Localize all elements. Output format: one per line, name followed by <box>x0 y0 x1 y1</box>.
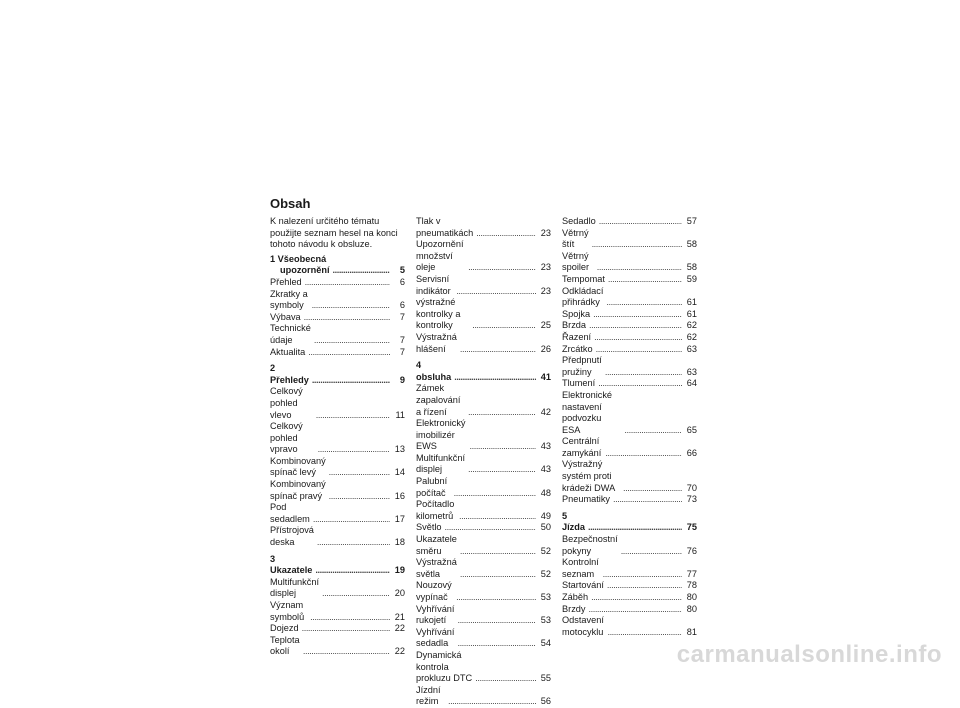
toc-page-number: 61 <box>686 308 697 319</box>
toc-entry-title: 2 Přehledy <box>270 363 309 385</box>
toc-page-number: 48 <box>540 487 551 498</box>
toc-page-number: 55 <box>540 673 551 684</box>
toc-entry[interactable] <box>562 378 697 390</box>
toc-leader-dots <box>589 604 683 616</box>
toc-page-number: 17 <box>394 513 405 524</box>
toc-entry-title: Vyhřívání sedadla <box>416 626 455 649</box>
toc-entry-title: výstražné kontrolky a kontrolky <box>416 297 461 331</box>
toc-page-number: 23 <box>540 227 551 238</box>
toc-page-number: 43 <box>540 441 551 452</box>
toc-entry-title: Pod sedadlem <box>270 502 310 524</box>
toc-leader-dots <box>460 546 536 558</box>
toc-entry[interactable] <box>562 309 697 321</box>
toc-page-number: 9 <box>399 374 405 385</box>
toc-leader-dots <box>596 344 682 356</box>
toc-page-number: 43 <box>540 464 551 475</box>
toc-page-number: 58 <box>686 262 697 273</box>
toc-page-number: 66 <box>686 447 697 458</box>
toc-entry[interactable] <box>562 615 697 638</box>
toc-leader-dots <box>308 347 390 359</box>
toc-entry[interactable] <box>562 557 697 580</box>
toc-leader-dots <box>322 588 390 600</box>
toc-entry[interactable] <box>416 216 551 239</box>
toc-page-number: 18 <box>394 537 405 548</box>
toc-leader-dots <box>448 696 536 708</box>
toc-page-number: 22 <box>394 646 405 657</box>
toc-page-number: 58 <box>686 239 697 250</box>
toc-page-number: 20 <box>394 588 405 599</box>
toc-leader-dots <box>588 522 682 534</box>
toc-entry[interactable] <box>416 685 551 708</box>
toc-page-number: 25 <box>540 320 551 331</box>
toc-leader-dots <box>316 410 390 422</box>
toc-leader-dots <box>591 592 682 604</box>
toc-leader-dots <box>454 372 536 384</box>
toc-leader-dots <box>303 646 390 658</box>
toc-entry[interactable] <box>562 436 697 459</box>
toc-page-number: 6 <box>399 276 405 287</box>
toc-entry[interactable] <box>562 592 697 604</box>
toc-page-number: 26 <box>540 343 551 354</box>
toc-leader-dots <box>607 580 682 592</box>
toc-leader-dots <box>445 522 536 534</box>
toc-page-number: 62 <box>686 331 697 342</box>
toc-page-number: 81 <box>686 626 697 637</box>
toc-entry-title: Větrný štít <box>562 227 589 250</box>
toc-entry-title: Záběh <box>562 592 589 602</box>
toc-page-number: 50 <box>540 522 551 533</box>
toc-page-number: 57 <box>686 216 697 226</box>
toc-entry[interactable] <box>270 635 405 658</box>
watermark: carmanualsonline.info <box>676 641 942 668</box>
toc-leader-dots <box>456 592 536 604</box>
toc-entry-title: 4 obsluha <box>416 360 452 382</box>
toc-leader-dots <box>317 537 390 549</box>
toc-entry-title: Ukazatele směru <box>416 534 457 556</box>
intro-text: K nalezení určitého tématu použijte seznam hesel na konci tohoto návodu k obsluze. <box>270 216 398 250</box>
toc-entry-title: Teplota okolí <box>270 634 300 657</box>
toc-entry[interactable] <box>416 274 551 297</box>
toc-leader-dots <box>603 569 682 581</box>
toc-leader-dots <box>608 274 682 286</box>
toc-entry[interactable] <box>270 386 405 421</box>
toc-page-number: 52 <box>540 545 551 556</box>
toc-entry-title: Upozornění množství oleje <box>416 239 464 273</box>
toc-section-heading[interactable] <box>270 254 405 277</box>
toc-leader-dots <box>623 483 682 495</box>
toc-section-heading[interactable] <box>416 360 551 383</box>
toc-entry-title: Nouzový vypínač <box>416 580 452 602</box>
toc-entry-title: Elektronický imobilizér EWS <box>416 418 466 452</box>
toc-page-number: 54 <box>540 638 551 649</box>
toc-entry-title: Centrální zamykání <box>562 436 602 458</box>
toc-leader-dots <box>606 297 682 309</box>
toc-page-number: 53 <box>540 615 551 626</box>
toc-page-number: 16 <box>394 490 405 501</box>
toc-leader-dots <box>468 464 536 476</box>
toc-entry-title: Tlak v pneumatikách <box>416 216 474 238</box>
toc-entry-title: Startování <box>562 580 604 591</box>
toc-leader-dots <box>302 623 390 635</box>
toc-leader-dots <box>454 488 536 500</box>
toc-leader-dots <box>470 441 536 453</box>
toc-entry[interactable] <box>270 525 405 548</box>
toc-entry-title: Větrný spoiler <box>562 250 590 273</box>
toc-entry-title: Význam symbolů <box>270 600 305 622</box>
toc-page-number: 7 <box>399 346 405 357</box>
toc-entry-title: Kombinovaný spínač pravý <box>270 479 326 501</box>
toc-entry[interactable] <box>562 355 697 378</box>
toc-page-number: 11 <box>395 409 405 420</box>
toc-page-number: 80 <box>686 603 697 614</box>
toc-entry[interactable] <box>416 580 551 603</box>
toc-entry-title: Výbava <box>270 311 301 322</box>
toc-entry-title: Palubní počítač <box>416 476 448 498</box>
toc-entry-title: Multifunkční displej <box>270 576 320 599</box>
toc-entry-title: Odstavení motocyklu <box>562 615 604 637</box>
toc-page-number: 65 <box>686 424 697 435</box>
toc-entry-title: Pneumatiky <box>562 494 611 505</box>
toc-entry-title: Elektronické nastavení podvozku ESA <box>562 389 613 435</box>
toc-leader-dots <box>310 612 390 624</box>
toc-entry-title: Brzdy <box>562 603 586 614</box>
toc-entry-title: Zkratky a symboly <box>270 288 308 311</box>
toc-leader-dots <box>597 262 682 274</box>
toc-entry[interactable] <box>270 312 405 324</box>
toc-entry[interactable] <box>562 459 697 494</box>
toc-section-heading[interactable] <box>270 363 405 386</box>
toc-entry-title: Přehled <box>270 276 302 287</box>
toc-entry[interactable] <box>562 604 697 616</box>
toc-leader-dots <box>313 514 390 526</box>
toc-leader-dots <box>624 425 682 437</box>
toc-leader-dots <box>593 309 682 321</box>
toc-entry[interactable] <box>416 522 551 534</box>
toc-entry[interactable] <box>562 494 697 506</box>
toc-entry-title: 3 Ukazatele <box>270 553 313 576</box>
toc-entry[interactable] <box>416 418 551 453</box>
toc-leader-dots <box>329 467 390 479</box>
toc-entry[interactable] <box>562 580 697 592</box>
toc-entry[interactable] <box>270 479 405 502</box>
toc-page-number: 63 <box>686 366 697 377</box>
toc-entry[interactable] <box>270 502 405 525</box>
toc-page-number: 52 <box>540 568 551 579</box>
toc-page-number: 78 <box>686 580 697 591</box>
toc-page-number: 59 <box>686 273 697 284</box>
toc-leader-dots <box>456 286 536 298</box>
toc-page-number: 23 <box>540 285 551 296</box>
toc-entry[interactable] <box>416 534 551 557</box>
toc-page-number: 70 <box>686 482 697 493</box>
toc-section-heading[interactable] <box>562 511 697 534</box>
toc-leader-dots <box>613 494 682 506</box>
toc-page-number: 56 <box>540 696 551 707</box>
toc-page-number: 77 <box>686 568 697 579</box>
toc-page-number: 64 <box>686 378 697 389</box>
toc-page-number: 6 <box>399 300 405 311</box>
toc-leader-dots <box>329 491 390 503</box>
toc-entry-title: Sedadlo <box>562 216 596 226</box>
toc-page-number: 62 <box>686 320 697 331</box>
toc-entry[interactable] <box>270 347 405 359</box>
toc-leader-dots <box>589 320 682 332</box>
toc-entry-title: Kombinovaný spínač levý <box>270 455 326 478</box>
toc-entry-title: Předpnutí pružiny <box>562 355 602 377</box>
toc-entry-title: Multifunkční displej <box>416 452 466 475</box>
toc-entry-title: Vyhřívání rukojetí <box>416 603 455 626</box>
page-title: Obsah <box>270 196 311 211</box>
toc-leader-dots <box>594 332 682 344</box>
toc-entry-title: Přístrojová deska <box>270 525 314 548</box>
toc-page-number: 61 <box>686 297 697 308</box>
toc-entry-title: Aktualita <box>270 346 306 357</box>
toc-leader-dots <box>460 344 536 356</box>
toc-page-number: 42 <box>540 406 551 417</box>
toc-entry[interactable] <box>270 421 405 456</box>
toc-page-number: 7 <box>399 334 405 345</box>
toc-page-number: 73 <box>686 494 697 505</box>
toc-leader-dots <box>468 407 536 419</box>
toc-leader-dots <box>312 300 390 312</box>
toc-entry-title: Počítadlo kilometrů <box>416 499 455 521</box>
toc-entry[interactable] <box>416 383 551 418</box>
toc-entry[interactable] <box>270 277 405 289</box>
toc-entry[interactable] <box>270 577 405 600</box>
toc-entry-title: Světlo <box>416 522 442 533</box>
toc-entry-title: Kontrolní seznam <box>562 557 599 579</box>
toc-leader-dots <box>476 228 536 240</box>
toc-entry[interactable] <box>416 604 551 627</box>
toc-column-2 <box>416 216 551 708</box>
toc-entry-title: Odkládací přihrádky <box>562 285 604 308</box>
toc-entry-title: Zámek zapalování a řízení <box>416 383 461 417</box>
toc-page-number: 41 <box>540 371 551 382</box>
toc-leader-dots <box>457 638 536 650</box>
toc-entry[interactable] <box>562 534 697 557</box>
toc-page-number: 23 <box>540 262 551 273</box>
toc-entry[interactable] <box>562 228 697 251</box>
toc-entry[interactable] <box>270 600 405 623</box>
toc-entry-title: Technické údaje <box>270 323 311 345</box>
toc-entry[interactable] <box>270 456 405 479</box>
toc-page-number: 76 <box>686 545 697 556</box>
toc-entry-title: Výstražná světla <box>416 557 457 579</box>
toc-page-number: 53 <box>540 592 551 602</box>
toc-entry-title: Tlumení <box>562 378 596 389</box>
toc-page-number: 21 <box>394 611 405 622</box>
toc-leader-dots <box>468 262 536 274</box>
toc-leader-dots <box>607 627 682 639</box>
toc-entry[interactable] <box>562 286 697 309</box>
toc-leader-dots <box>314 335 390 347</box>
toc-entry[interactable] <box>416 297 551 332</box>
toc-leader-dots <box>460 569 536 581</box>
toc-entry-title: Řazení <box>562 331 592 342</box>
toc-leader-dots <box>621 546 682 558</box>
toc-entry-title: Jízdní režim <box>416 684 441 707</box>
toc-entry[interactable] <box>416 499 551 522</box>
toc-entry-title: 5 Jízda <box>562 510 585 533</box>
toc-page-number: 13 <box>394 444 405 455</box>
toc-entry[interactable] <box>416 476 551 499</box>
toc-leader-dots <box>599 216 682 228</box>
toc-leader-dots <box>318 444 390 456</box>
toc-entry-title: Bezpečnostní pokyny <box>562 534 618 556</box>
toc-entry-title: 1 Všeobecná upozornění <box>270 253 330 276</box>
toc-entry-title: Dynamická kontrola prokluzu DTC <box>416 649 473 684</box>
toc-page-number: 49 <box>540 510 551 521</box>
toc-entry[interactable] <box>416 650 551 685</box>
toc-page-number: 63 <box>686 343 697 354</box>
toc-leader-dots <box>315 565 390 577</box>
toc-leader-dots <box>333 265 391 277</box>
toc-entry-title: Servisní indikátor <box>416 273 451 296</box>
toc-entry-title: Celkový pohled vlevo <box>270 386 303 420</box>
toc-entry[interactable] <box>562 344 697 356</box>
toc-page-number: 5 <box>399 265 405 276</box>
toc-entry-title: Výstražná hlášení <box>416 331 457 354</box>
toc-page-number: 80 <box>686 592 697 602</box>
toc-leader-dots <box>472 320 536 332</box>
toc-leader-dots <box>459 511 536 523</box>
toc-entry-title: Spojka <box>562 308 591 319</box>
toc-page-number: 7 <box>399 311 405 322</box>
toc-entry[interactable] <box>416 239 551 274</box>
toc-leader-dots <box>305 277 390 289</box>
toc-column-1 <box>270 216 405 658</box>
toc-leader-dots <box>605 448 682 460</box>
toc-page-number: 14 <box>394 467 405 478</box>
toc-entry[interactable] <box>562 332 697 344</box>
toc-leader-dots <box>312 375 390 387</box>
toc-leader-dots <box>457 615 536 627</box>
toc-entry[interactable] <box>416 332 551 355</box>
toc-entry[interactable] <box>562 216 697 228</box>
toc-column-3 <box>562 216 697 638</box>
toc-entry[interactable] <box>270 623 405 635</box>
toc-page-number: 19 <box>394 565 405 576</box>
toc-leader-dots <box>598 378 682 390</box>
toc-page-number: 75 <box>686 522 697 533</box>
toc-entry[interactable] <box>562 320 697 332</box>
toc-entry[interactable] <box>562 274 697 286</box>
toc-entry-title: Tempomat <box>562 273 605 284</box>
toc-entry[interactable] <box>562 390 697 436</box>
toc-entry[interactable] <box>416 453 551 476</box>
toc-leader-dots <box>592 239 682 251</box>
toc-entry[interactable] <box>416 557 551 580</box>
toc-entry[interactable] <box>416 627 551 650</box>
toc-entry[interactable] <box>270 289 405 312</box>
toc-entry-title: Dojezd <box>270 623 299 634</box>
toc-entry-title: Brzda <box>562 320 587 331</box>
toc-entry-title: Celkový pohled vpravo <box>270 421 303 455</box>
toc-leader-dots <box>304 312 390 324</box>
toc-entry[interactable] <box>270 323 405 346</box>
toc-leader-dots <box>605 367 682 379</box>
toc-page-number: 22 <box>394 623 405 634</box>
toc-section-heading[interactable] <box>270 554 405 577</box>
toc-entry[interactable] <box>562 251 697 274</box>
toc-entry-title: Výstražný systém proti krádeži DWA <box>562 459 616 493</box>
toc-entry-title: Zrcátko <box>562 343 593 354</box>
